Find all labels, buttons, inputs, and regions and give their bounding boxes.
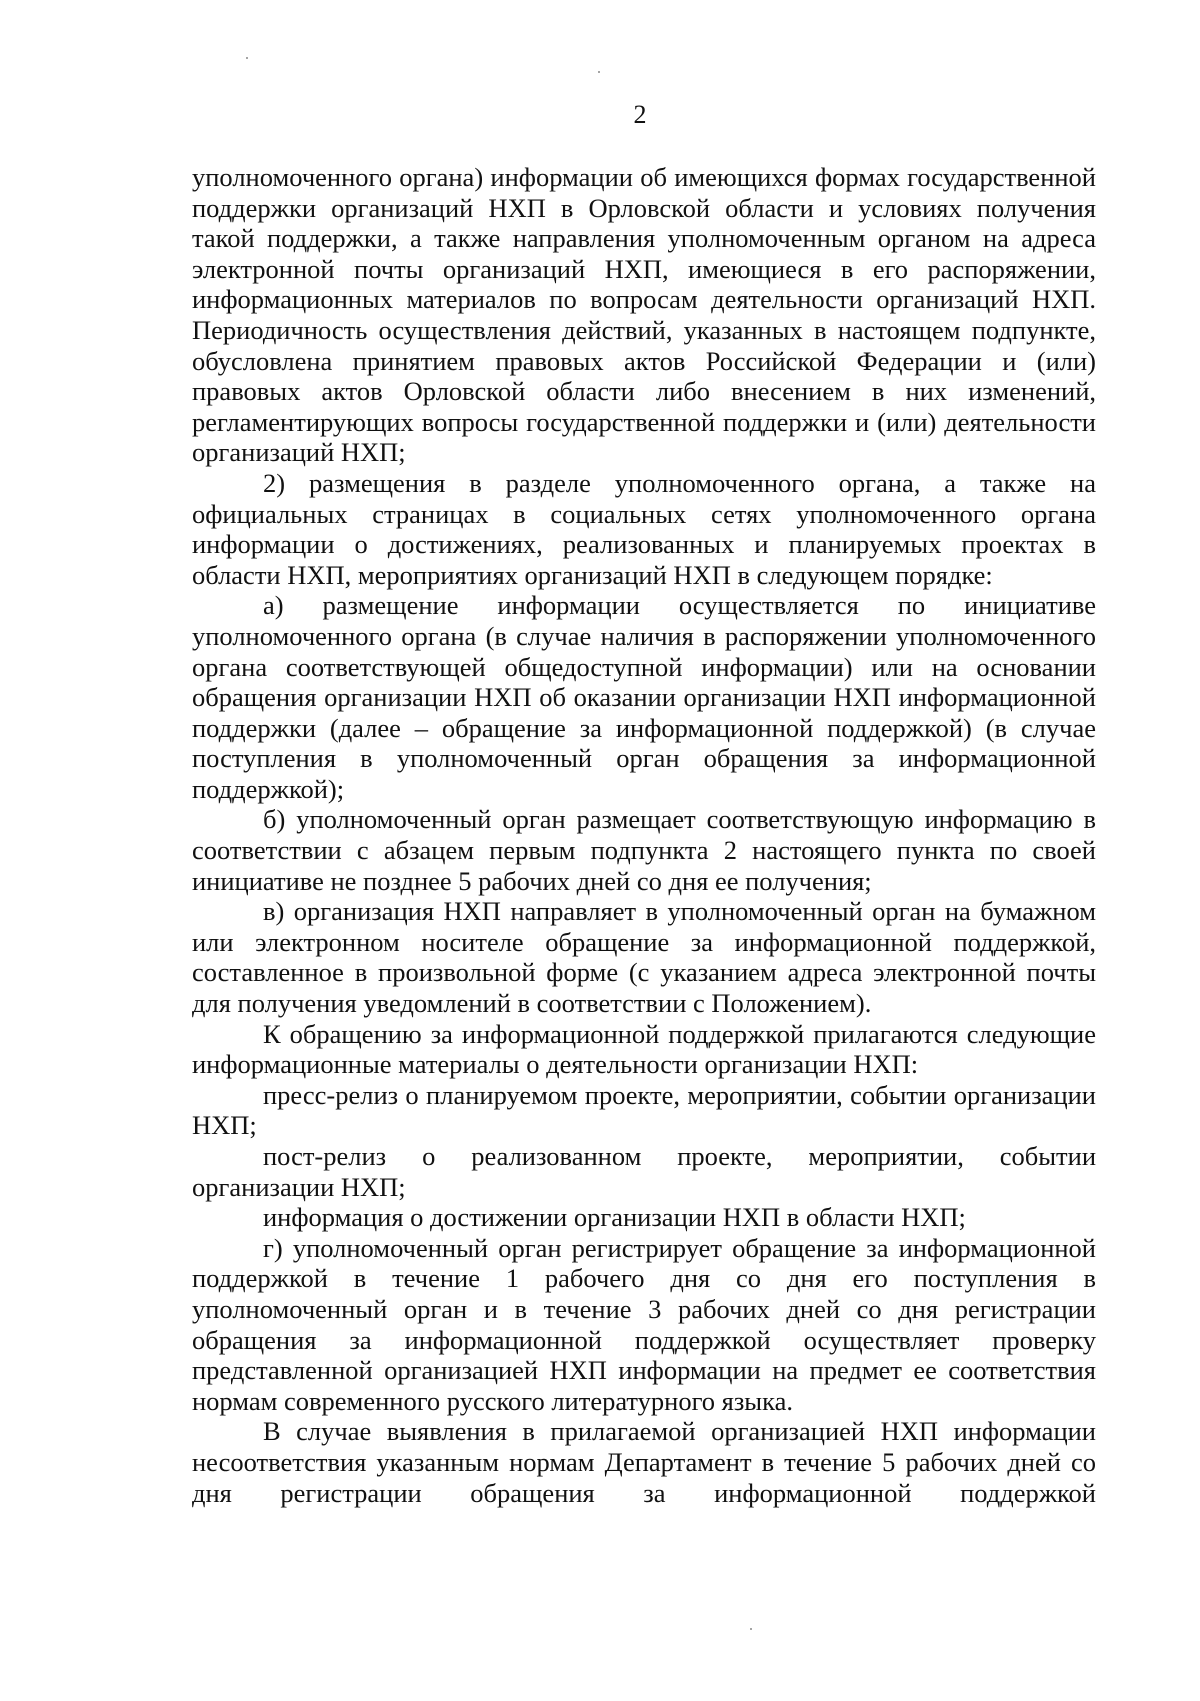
- paragraph: пост-релиз о реализованном проекте, мероприятии, событии организации НХП;: [192, 1141, 1096, 1202]
- paragraph: К обращению за информационной поддержкой прилагаются следующие информационные материалы о деятельности организации НХП:: [192, 1018, 1096, 1080]
- paragraph: в) организация НХП направляет в уполномоченный орган на бумажном или электронном носителе обращение за информационной поддержкой, составленное в произвольной форме (с указанием адреса электронной почты для получения уведомлений в соответствии с Положением).: [192, 896, 1096, 1019]
- paragraph: В случае выявления в прилагаемой организацией НХП информации несоответствия указанным нормам Департамент в течение 5 рабочих дней со дня регистрации обращения за информационной поддержкой: [192, 1416, 1096, 1508]
- paragraph: б) уполномоченный орган размещает соответствующую информацию в соответствии с абзацем первым подпункта 2 настоящего пункта по своей инициативе не позднее 5 рабочих дней со дня ее получения;: [192, 804, 1096, 896]
- document-body: [192, 162, 1096, 1508]
- scan-speck: [246, 57, 248, 59]
- paragraph: уполномоченного органа) информации об имеющихся формах государственной поддержки организаций НХП в Орловской области и условиях получения такой поддержки, а также направления уполномоченным органом на адреса электронной почты организаций НХП, имеющиеся в его распоряжении, информационных материалов по вопросам деятельности организаций НХП. Периодичность осуществления действий, указанных в настоящем подпункте, обусловлена принятием правовых актов Российской Федерации и (или) правовых актов Орловской области либо внесением в них изменений, регламентирующих вопросы государственной поддержки и (или) деятельности организаций НХП;: [192, 162, 1096, 468]
- paragraph: пресс-релиз о планируемом проекте, мероприятии, событии организации НХП;: [192, 1079, 1096, 1141]
- paragraph: информация о достижении организации НХП в области НХП;: [263, 1202, 966, 1233]
- scan-speck: [598, 71, 600, 73]
- paragraph: а) размещение информации осуществляется по инициативе уполномоченного органа (в случае наличия в распоряжении уполномоченного органа соответствующей общедоступной информации) или на основании обращения организации НХП об оказании организации НХП информационной поддержки (далее – обращение за информационной поддержкой) (в случае поступления в уполномоченный орган обращения за информационной поддержкой);: [192, 590, 1096, 804]
- paragraph: 2) размещения в разделе уполномоченного органа, а также на официальных страницах в социальных сетях уполномоченного органа информации о достижениях, реализованных и планируемых проектах в области НХП, мероприятиях организаций НХП в следующем порядке:: [192, 467, 1096, 590]
- page-number: 2: [633, 100, 647, 129]
- scan-speck: [750, 1628, 752, 1630]
- paragraph: г) уполномоченный орган регистрирует обращение за информационной поддержкой в течение 1 рабочего дня со дня его поступления в уполномоченный орган и в течение 3 рабочих дней со дня регистрации обращения за информационной поддержкой осуществляет проверку представленной организацией НХП информации на предмет ее соответствия нормам современного русского литературного языка.: [192, 1232, 1096, 1416]
